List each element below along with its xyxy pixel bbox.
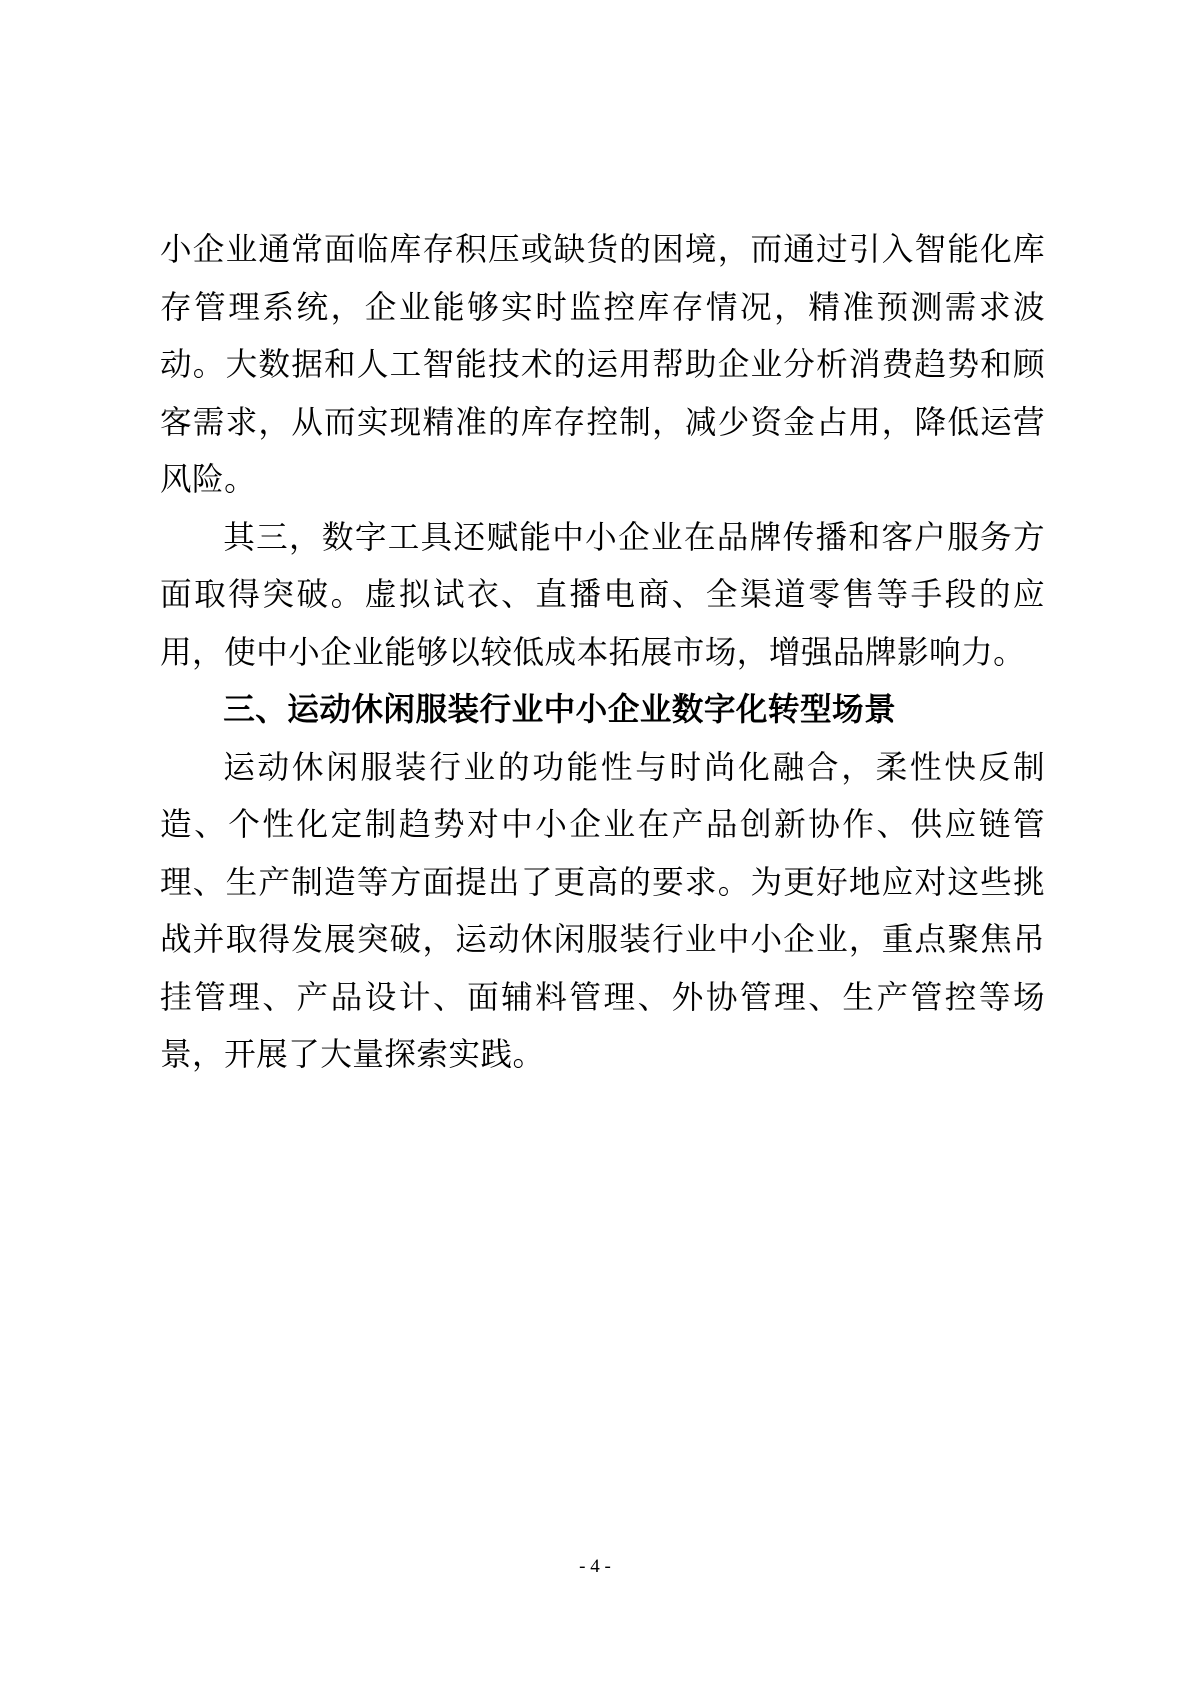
page-number: - 4 - bbox=[579, 1556, 611, 1577]
paragraph-brand-and-service: 其三，数字工具还赋能中小企业在品牌传播和客户服务方面取得突破。虚拟试衣、直播电商、全渠道零售等手段的应用，使中小企业能够以较低成本拓展市场，增强品牌影响力。 bbox=[160, 519, 1045, 671]
paragraph-transformation-scenarios: 运动休闲服装行业的功能性与时尚化融合，柔性快反制造、个性化定制趋势对中小企业在产品创新协作、供应链管理、生产制造等方面提出了更高的要求。为更好地应对这些挑战并取得发展突破，运动休闲服装行业中小企业，重点聚焦吊挂管理、产品设计、面辅料管理、外协管理、生产管控等场景，开展了大量探索实践。 bbox=[160, 749, 1045, 1073]
document-body bbox=[160, 222, 1045, 1085]
paragraph-inventory-management: 小企业通常面临库存积压或缺货的困境，而通过引入智能化库存管理系统，企业能够实时监控库存情况，精准预测需求波动。大数据和人工智能技术的运用帮助企业分析消费趋势和顾客需求，从而实现精准的库存控制，减少资金占用，降低运营风险。 bbox=[160, 232, 1045, 498]
section-heading-3: 三、运动休闲服装行业中小企业数字化转型场景 bbox=[223, 692, 897, 728]
